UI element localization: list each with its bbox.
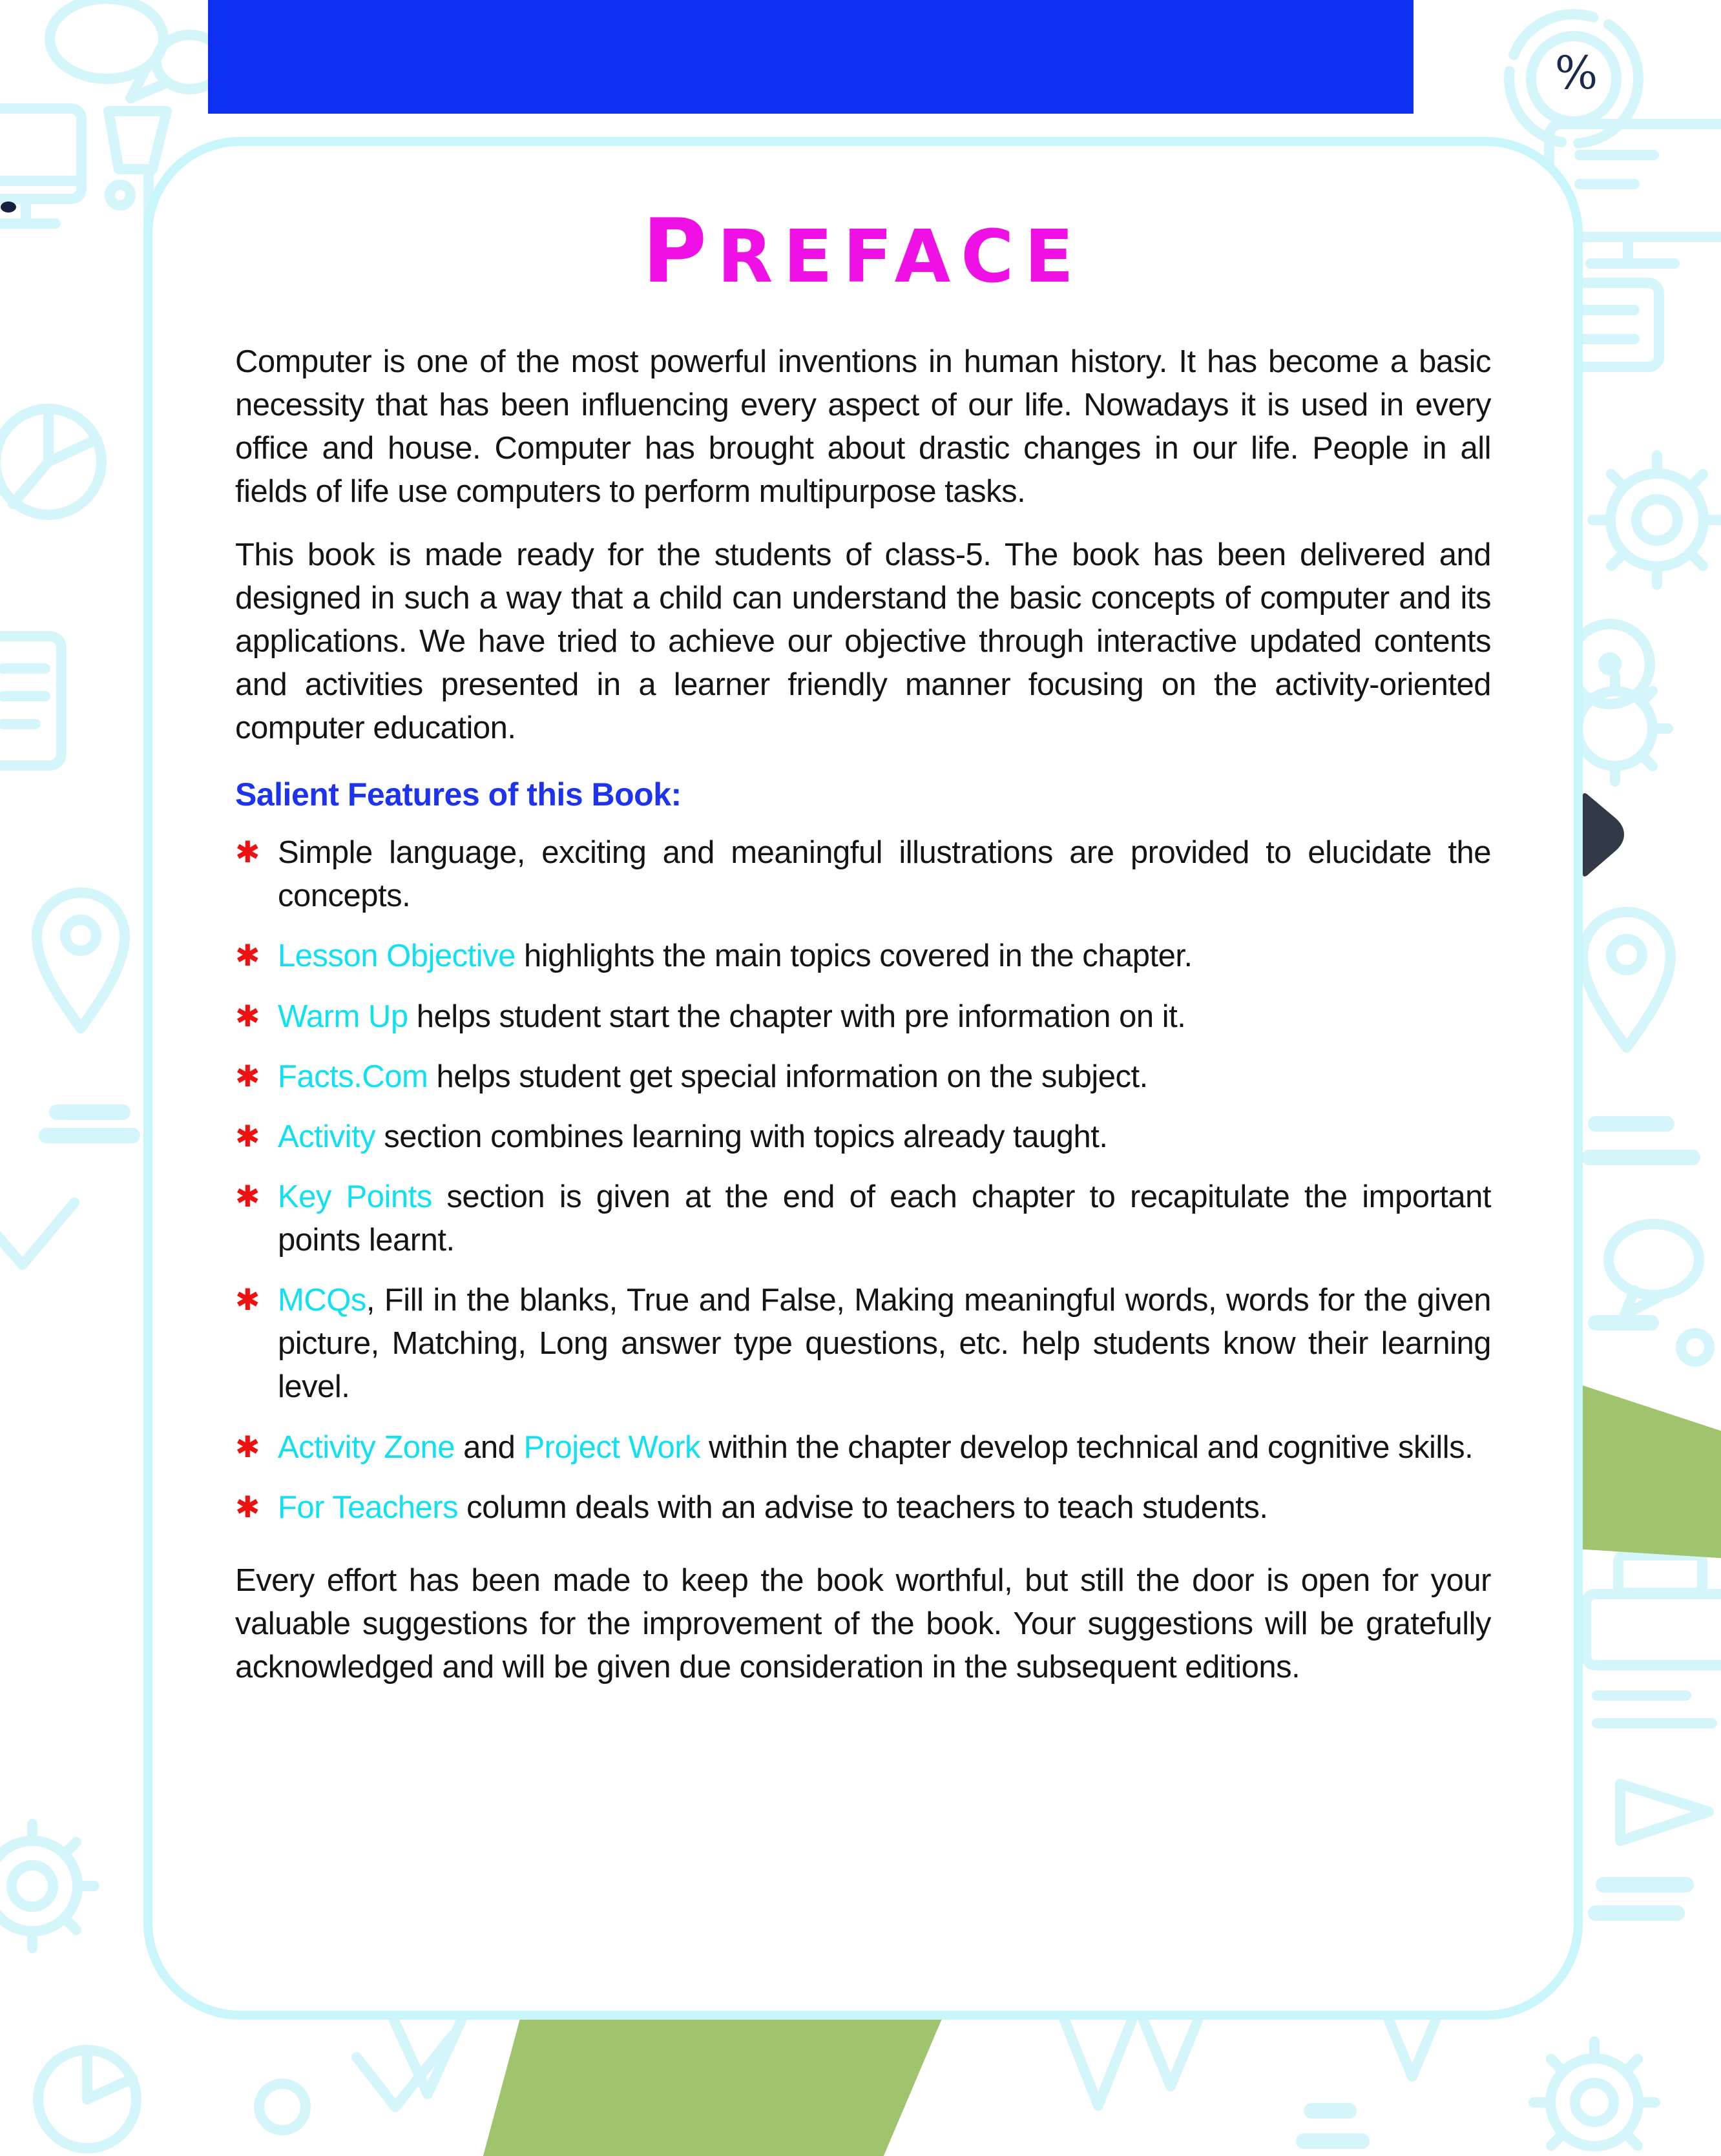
speech-bubble-icon <box>1609 1224 1699 1314</box>
features-list <box>235 831 1491 1529</box>
pie-chart-icon <box>0 409 101 515</box>
check-icon <box>0 1203 74 1265</box>
page-title: PREFACE <box>642 200 1084 303</box>
document-icon <box>0 636 61 765</box>
feature-text: MCQs, Fill in the blanks, True and False, Making meaningful words, words for the given picture, Matching, Long answer type questions, etc. help students know their learning level. <box>278 1283 1491 1405</box>
lines-icon <box>1589 1124 1693 1157</box>
dash-icon <box>1596 1323 1709 1362</box>
feature-item <box>235 1115 1491 1159</box>
asterisk-bullet-icon: ✱ <box>235 1059 260 1093</box>
location-pin-icon <box>1583 912 1671 1048</box>
feature-item <box>235 935 1491 978</box>
feature-item <box>235 1426 1491 1469</box>
asterisk-bullet-icon: ✱ <box>235 1283 260 1317</box>
asterisk-bullet-icon: ✱ <box>235 1179 260 1213</box>
lines-icon <box>47 1112 132 1135</box>
gear-icon <box>1534 2042 1655 2146</box>
dot-decor <box>1 202 16 212</box>
page-arrow-icon <box>1581 792 1627 882</box>
asterisk-bullet-icon: ✱ <box>235 1429 260 1464</box>
intro-paragraph: This book is made ready for the students of class-5. The book has been delivered and designed in such a way that a child can understand the basic concepts of computer and its applications. We have tried to achieve our objective through interactive updated contents and activities presented in a learner friendly manner focusing on the activity-oriented computer education. <box>235 537 1491 745</box>
feature-item <box>235 1486 1491 1529</box>
feature-text: Activity section combines learning with topics already taught. <box>278 1119 1108 1154</box>
printer-icon <box>1586 1555 1721 1723</box>
feature-item <box>235 995 1491 1039</box>
asterisk-bullet-icon: ✱ <box>235 835 260 869</box>
intro-paragraph: Computer is one of the most powerful inventions in human history. It has become a basic necessity that has been influencing every aspect of our life. Nowadays it is used in every office and house. Computer has brought about drastic changes in our life. People in all fields of life use computers to perform multipurpose tasks. <box>235 344 1491 510</box>
feature-item <box>235 831 1491 918</box>
feature-text: For Teachers column deals with an advise to teachers to teach students. <box>278 1489 1268 1525</box>
asterisk-bullet-icon: ✱ <box>235 999 260 1033</box>
gear-icon <box>0 1824 94 1948</box>
top-banner <box>208 0 1413 114</box>
feature-item <box>235 1176 1491 1262</box>
gear-icon <box>1578 676 1668 782</box>
asterisk-bullet-icon: ✱ <box>235 938 260 973</box>
dashes-icon <box>1304 2111 1362 2141</box>
speech-bubbles-icon <box>50 0 224 98</box>
feature-text: Warm Up helps student start the chapter with pre information on it. <box>278 999 1186 1034</box>
feature-text: Lesson Objective highlights the main topics covered in the chapter. <box>278 938 1193 974</box>
pie-chart-icon <box>38 2050 136 2148</box>
intro-paragraphs <box>235 340 1491 750</box>
green-accent-bottom <box>481 2019 946 2156</box>
gear-icon <box>1592 455 1721 585</box>
circle-icon <box>259 2084 306 2130</box>
feature-text: Key Points section is given at the end of each chapter to recapitulate the important points learnt. <box>278 1179 1491 1258</box>
feature-text: Activity Zone and Project Work within the chapter develop technical and cognitive skills. <box>278 1429 1474 1465</box>
feature-item <box>235 1279 1491 1409</box>
flag-icon <box>1620 1784 1709 1841</box>
dashes-icon <box>1596 1885 1686 1913</box>
feature-item <box>235 1055 1491 1099</box>
closing-paragraph: Every effort has been made to keep the book worthful, but still the door is open for your valuable suggestions for the improvement of the book. Your suggestions will be gratefully acknowledged and will be given due consideration in the subsequent editions. <box>235 1562 1491 1684</box>
feature-text: Facts.Com helps student get special information on the subject. <box>278 1059 1148 1094</box>
percent-symbol: % <box>1554 47 1598 99</box>
asterisk-bullet-icon: ✱ <box>235 1489 260 1524</box>
asterisk-bullet-icon: ✱ <box>235 1119 260 1153</box>
preface-card <box>143 137 1583 2020</box>
location-pin-icon <box>37 893 125 1028</box>
feature-text: Simple language, exciting and meaningful illustrations are provided to elucidate the concepts. <box>278 835 1491 914</box>
features-heading: Salient Features of this Book: <box>235 776 682 813</box>
